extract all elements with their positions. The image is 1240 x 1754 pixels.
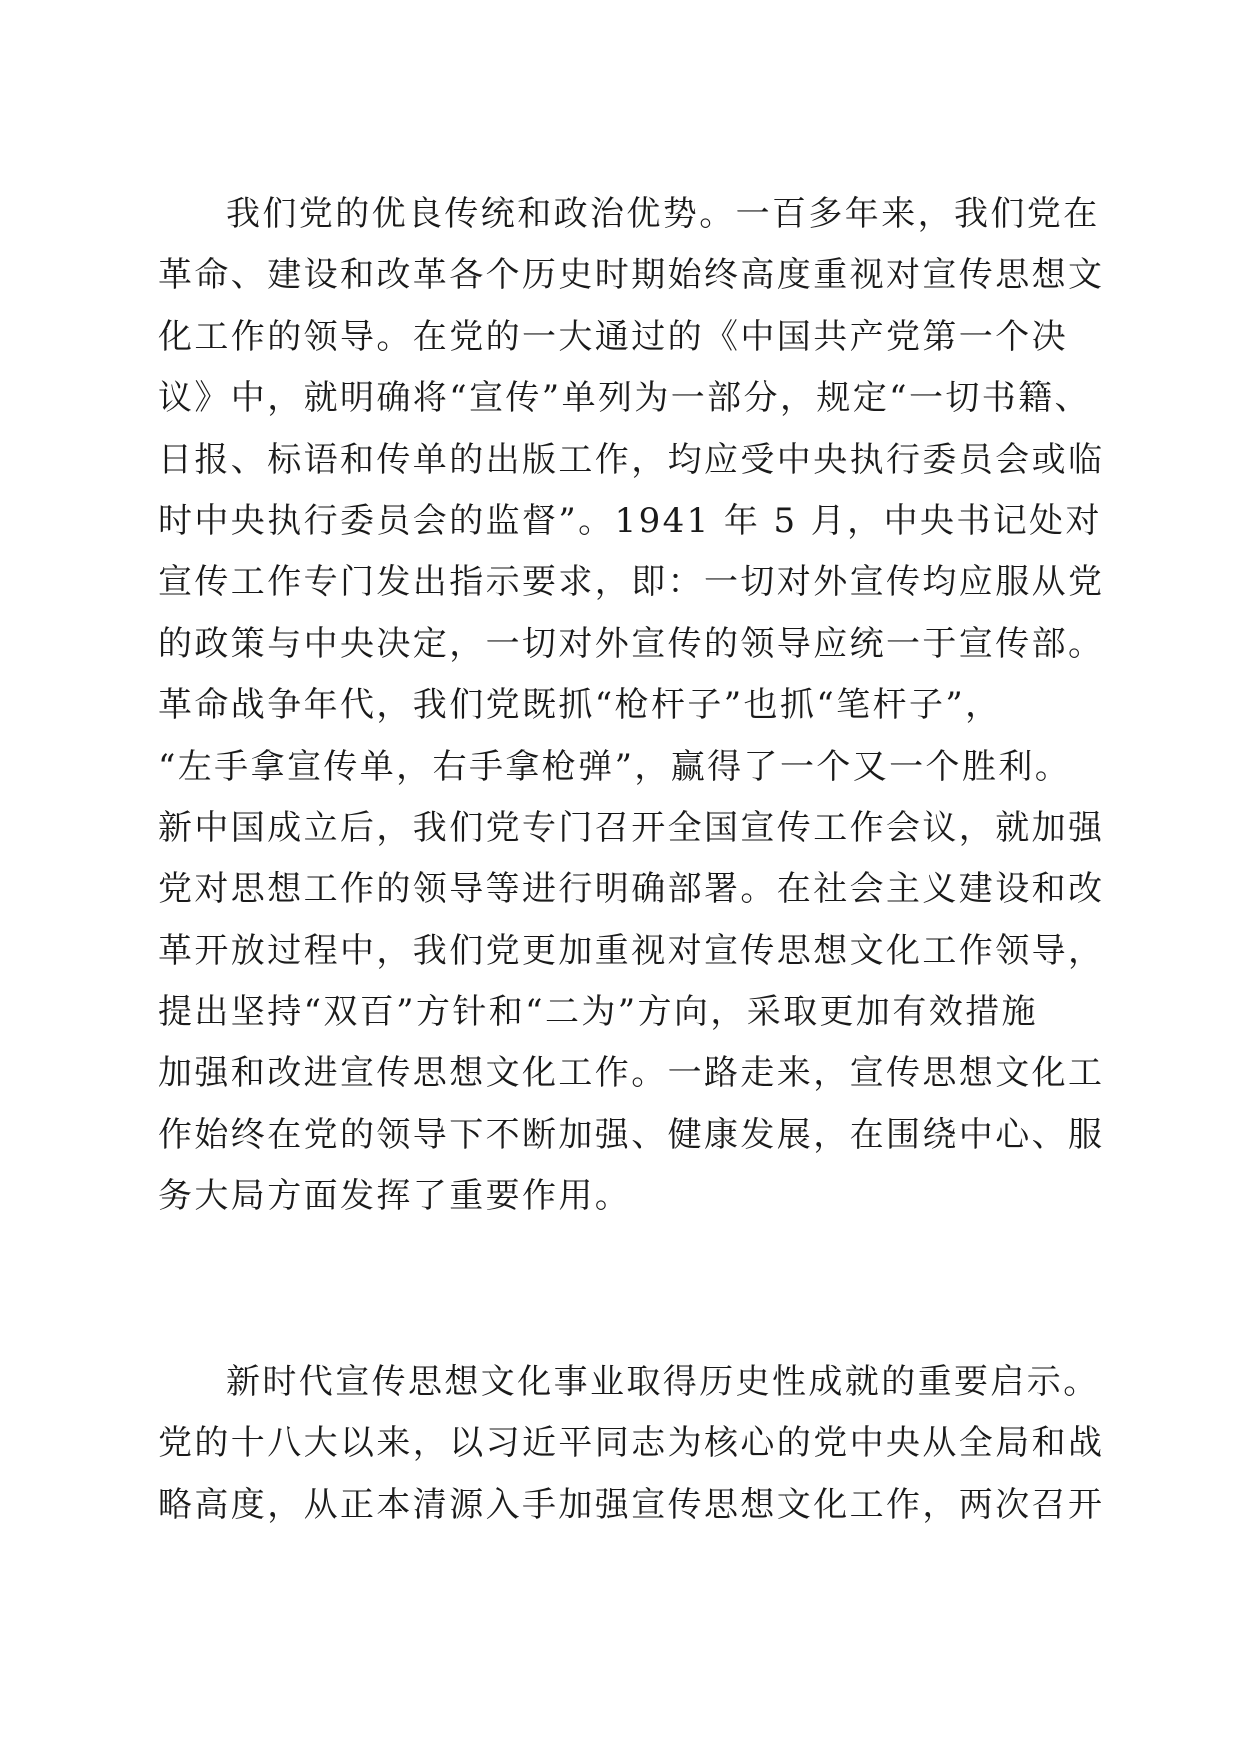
paragraph-new-era	[158, 1352, 1105, 1536]
text-line: 革开放过程中，我们党更加重视对宣传思想文化工作领导，	[158, 930, 1105, 971]
text-line: 的政策与中央决定，一切对外宣传的领导应统一于宣传部。	[158, 623, 1105, 664]
text-line: 革命、建设和改革各个历史时期始终高度重视对宣传思想文	[158, 255, 1105, 296]
text-line: 日报、标语和传单的出版工作，均应受中央执行委员会或临	[158, 439, 1105, 480]
text-line: 议》中，就明确将“宣传”单列为一部分，规定“一切书籍、	[158, 378, 1091, 419]
text-line: 务大局方面发挥了重要作用。	[158, 1176, 632, 1217]
text-line: 新中国成立后，我们党专门召开全国宣传工作会议，就加强	[158, 807, 1105, 848]
text-line: 新时代宣传思想文化事业取得历史性成就的重要启示。	[226, 1362, 1100, 1402]
text-line: 提出坚持“双百”方针和“二为”方向，采取更加有效措施	[158, 992, 1038, 1033]
paragraph-party-tradition	[158, 184, 1105, 1228]
text-line: 作始终在党的领导下不断加强、健康发展，在围绕中心、服	[158, 1114, 1105, 1155]
text-line: 我们党的优良传统和政治优势。一百多年来，我们党在	[226, 194, 1100, 234]
text-line: 化工作的领导。在党的一大通过的《中国共产党第一个决	[158, 316, 1068, 357]
text-line: 略高度，从正本清源入手加强宣传思想文化工作，两次召开	[158, 1484, 1105, 1525]
text-line: 宣传工作专门发出指示要求，即：一切对外宣传均应服从党	[158, 562, 1105, 603]
text-line: 革命战争年代，我们党既抓“枪杆子”也抓“笔杆子”，	[158, 685, 1002, 726]
text-line: 时中央执行委员会的监督”。1941 年 5 月，中央书记处对	[158, 500, 1102, 541]
text-line: 党对思想工作的领导等进行明确部署。在社会主义建设和改	[158, 869, 1105, 910]
text-line: 加强和改进宣传思想文化工作。一路走来，宣传思想文化工	[158, 1053, 1105, 1094]
text-line: 党的十八大以来，以习近平同志为核心的党中央从全局和战	[158, 1423, 1105, 1464]
text-line: “左手拿宣传单，右手拿枪弹”，赢得了一个又一个胜利。	[158, 746, 1072, 787]
